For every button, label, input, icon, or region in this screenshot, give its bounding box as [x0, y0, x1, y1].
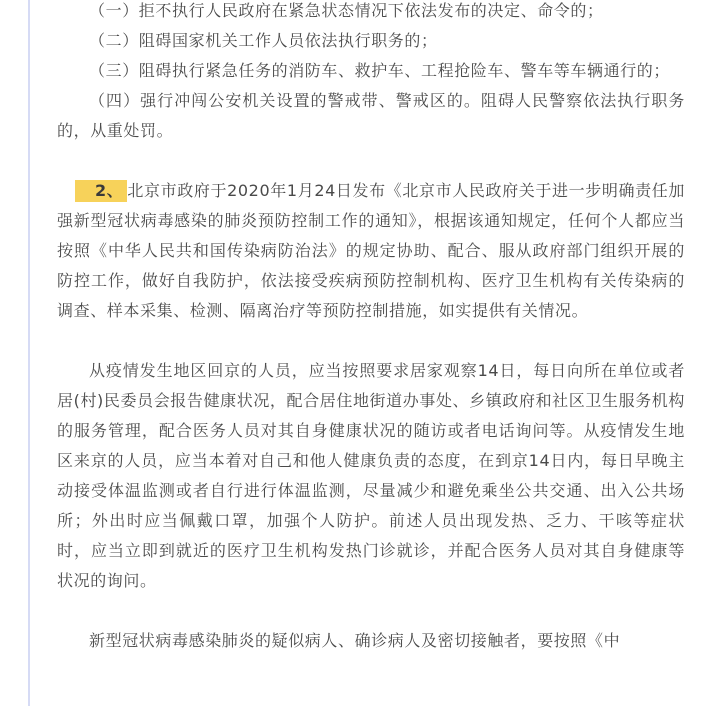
section-2-text: 北京市政府于2020年1月24日发布《北京市人民政府关于进一步明确责任加强新型冠状病毒感染的肺炎预防控制工作的通知》，根据该通知规定，任何个人都应当按照《中华人民共和国传染病防治法》的规定协助、配合、服从政府部门组织开展的防控工作，做好自我防护，依法接受疾病预防控制机构、医疗卫生机构有关传染病的调查、样本采集、检测、隔离治疗等预防控制措施，如实提供有关情况。 [57, 181, 685, 320]
list-item-4: （四）强行冲闯公安机关设置的警戒带、警戒区的。阻碍人民警察依法执行职务的，从重处罚。 [57, 91, 685, 140]
list-item-3: （三）阻碍执行紧急任务的消防车、救护车、工程抢险车、警车等车辆通行的； [89, 61, 671, 80]
article-body [57, 0, 685, 656]
left-border-rule [28, 0, 30, 706]
paragraph-4: 新型冠状病毒感染肺炎的疑似病人、确诊病人及密切接触者，要按照《中 [89, 631, 621, 650]
paragraph-3: 从疫情发生地区回京的人员，应当按照要求居家观察14日，每日向所在单位或者居(村)民委员会报告健康状况，配合居住地街道办事处、乡镇政府和社区卫生服务机构的服务管理，配合医务人员对其自身健康状况的随访或者电话询问等。从疫情发生地区来京的人员，应当本着对自己和他人健康负责的态度，在到京14日内，每日早晚主动接受体温监测或者自行进行体温监测，尽量减少和避免乘坐公共交通、出入公共场所；外出时应当佩戴口罩，加强个人防护。前述人员出现发热、乏力、干咳等症状时，应当立即到就近的医疗卫生机构发热门诊就诊，并配合医务人员对其自身健康等状况的询问。 [57, 361, 685, 590]
section-2-paragraph [57, 176, 685, 326]
list-item-1: （一）拒不执行人民政府在紧急状态情况下依法发布的决定、命令的； [89, 1, 604, 20]
spacer [57, 326, 685, 356]
spacer [57, 596, 685, 626]
spacer [57, 146, 685, 176]
section-number-badge: 2、 [75, 180, 127, 202]
list-item-2: （二）阻碍国家机关工作人员依法执行职务的； [89, 31, 438, 50]
